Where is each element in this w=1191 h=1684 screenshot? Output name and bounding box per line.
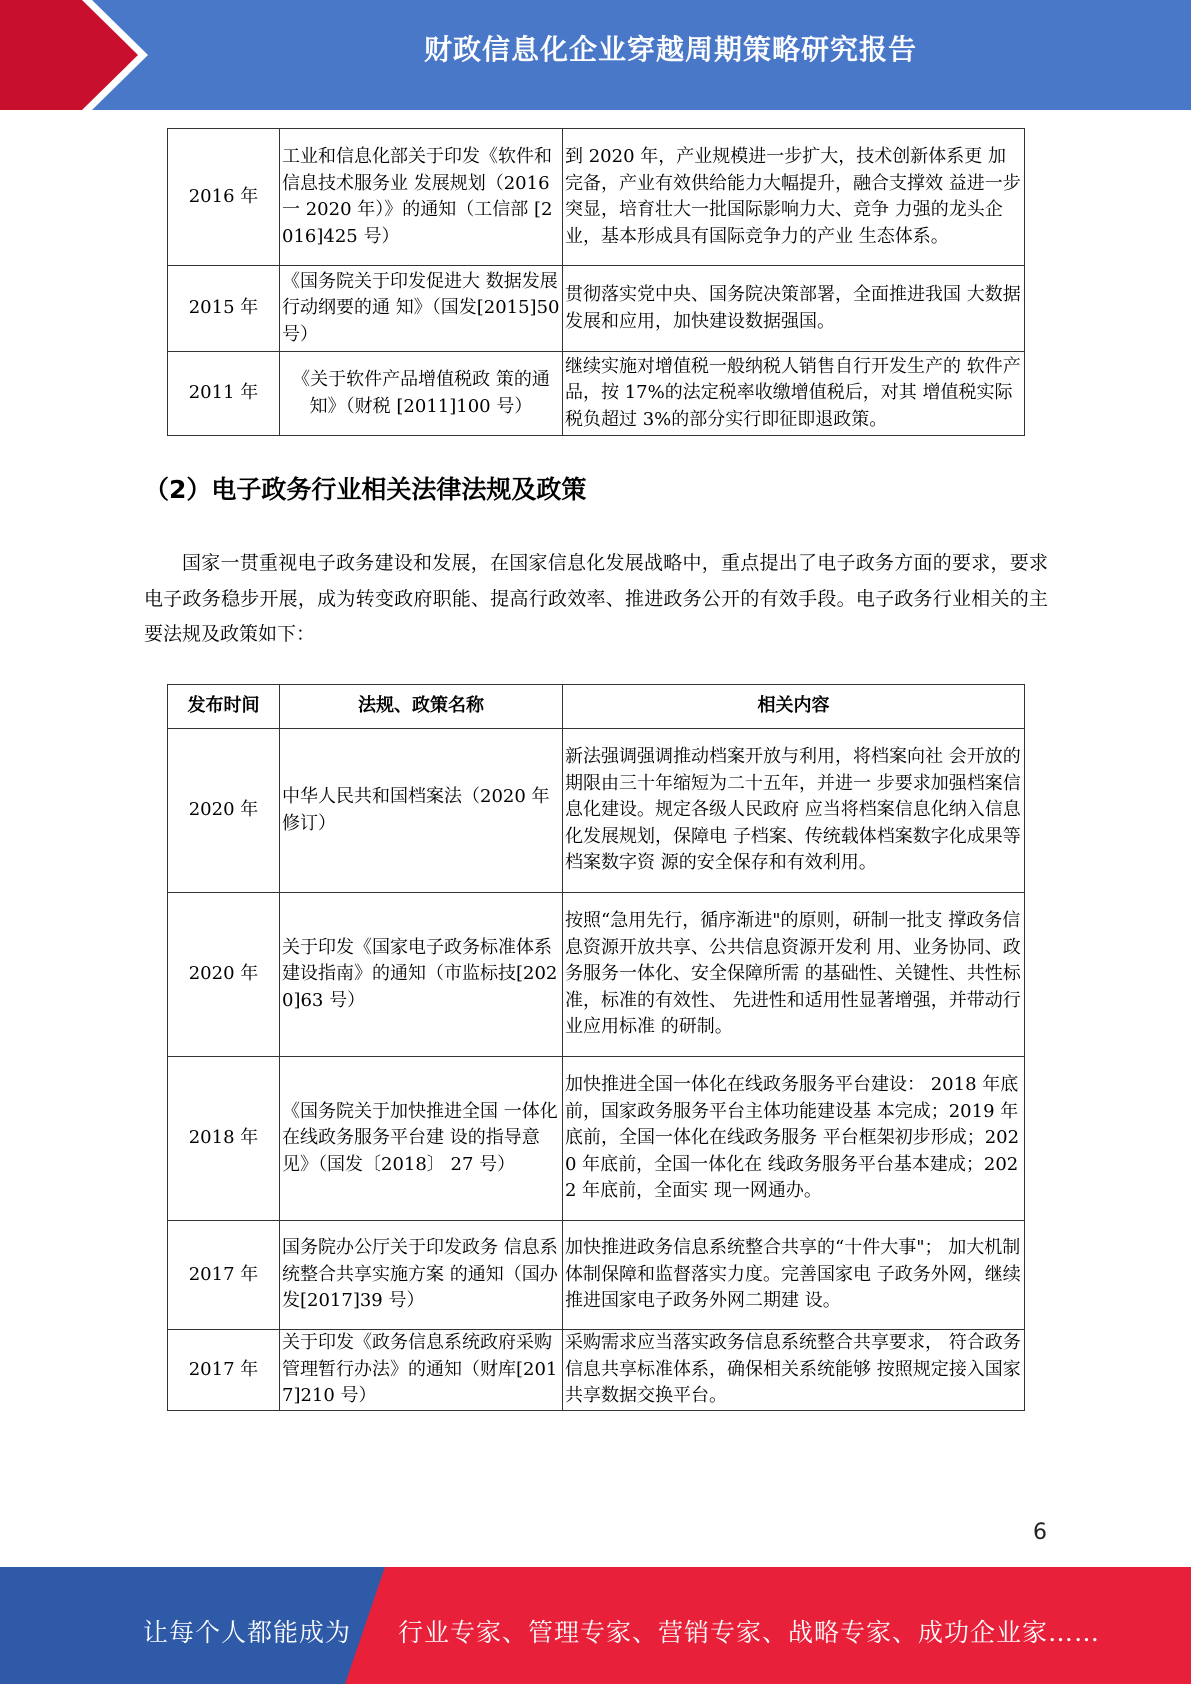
policy-content-cell: 继续实施对增值税一般纳税人销售自行开发生产的 软件产品，按 17%的法定税率收缴增值税后，对其 增值税实际税负超过 3%的部分实行即征即退政策。: [563, 352, 1025, 436]
year-cell: 2018 年: [168, 1057, 280, 1221]
policy-name-cell: 国务院办公厅关于印发政务 信息系统整合共享实施方案 的通知（国办发[2017]39 号）: [280, 1221, 563, 1330]
table-row: [168, 729, 1025, 893]
policy-content-cell: 按照“急用先行，循序渐进"的原则，研制一批支 撑政务信息资源开放共享、公共信息资源开发利 用、业务协同、政务服务一体化、安全保障所需 的基础性、关键性、共性标准，标准的有效性、 先进性和适用性显著增强，并带动行业应用标准 的研制。: [563, 893, 1025, 1057]
policy-name-cell: 工业和信息化部关于印发《软件和信息技术服务业 发展规划（2016 一 2020 年）》的通知（工信部 [2016]425 号）: [280, 129, 563, 266]
policy-table-continued: [167, 128, 1025, 436]
policy-name-cell: 《国务院关于印发促进大 数据发展行动纲要的通 知》（国发[2015]50 号）: [280, 266, 563, 352]
table-header-row: [168, 685, 1025, 729]
table-row: [168, 1057, 1025, 1221]
policy-content-cell: 采购需求应当落实政务信息系统整合共享要求， 符合政务信息共享标准体系，确保相关系统能够 按照规定接入国家共享数据交换平台。: [563, 1330, 1025, 1411]
table-row: [168, 1330, 1025, 1411]
page-footer: [0, 1567, 1191, 1684]
page-number: 6: [1033, 1520, 1047, 1545]
policy-name-cell: 《国务院关于加快推进全国 一体化在线政务服务平台建 设的指导意见》（国发〔2018〕 27 号）: [280, 1057, 563, 1221]
policy-name-cell: 中华人民共和国档案法（2020 年修订）: [280, 729, 563, 893]
header-name: 法规、政策名称: [280, 685, 563, 729]
policy-content-cell: 加快推进政务信息系统整合共享的“十件大事"； 加大机制体制保障和监督落实力度。完善国家电 子政务外网，继续推进国家电子政务外网二期建 设。: [563, 1221, 1025, 1330]
table-row: [168, 266, 1025, 352]
e-government-policy-table: [167, 684, 1025, 1411]
page-header: [0, 0, 1191, 110]
policy-content-cell: 贯彻落实党中央、国务院决策部署，全面推进我国 大数据发展和应用，加快建设数据强国。: [563, 266, 1025, 352]
table-row: [168, 352, 1025, 436]
section-title: （2）电子政务行业相关法律法规及政策: [144, 475, 587, 504]
policy-content-cell: 新法强调强调推动档案开放与利用，将档案向社 会开放的期限由三十年缩短为二十五年，并进一 步要求加强档案信息化建设。规定各级人民政府 应当将档案信息化纳入信息化发展规划，保障电 子档案、传统载体档案数字化成果等档案数字资 源的安全保存和有效利用。: [563, 729, 1025, 893]
table-row: [168, 893, 1025, 1057]
year-cell: 2020 年: [168, 729, 280, 893]
table-row: [168, 1221, 1025, 1330]
year-cell: 2015 年: [168, 266, 280, 352]
year-cell: 2017 年: [168, 1330, 280, 1411]
policy-name-cell: 《关于软件产品增值税政 策的通知》（财税 [2011]100 号）: [280, 352, 563, 436]
header-year: 发布时间: [168, 685, 280, 729]
year-cell: 2017 年: [168, 1221, 280, 1330]
header-content: 相关内容: [563, 685, 1025, 729]
policy-content-cell: 到 2020 年，产业规模进一步扩大，技术创新体系更 加完备，产业有效供给能力大幅提升，融合支撑效 益进一步突显，培育壮大一批国际影响力大、竞争 力强的龙头企业，基本形成具有国际竞争力的产业 生态体系。: [563, 129, 1025, 266]
policy-content-cell: 加快推进全国一体化在线政务服务平台建设： 2018 年底前，国家政务服务平台主体功能建设基 本完成；2019 年底前，全国一体化在线政务服务 平台框架初步形成；2020 年底前，全国一体化在 线政务服务平台基本建成；2022 年底前，全面实 现一网通办。: [563, 1057, 1025, 1221]
table-row: [168, 129, 1025, 266]
intro-paragraph: 国家一贯重视电子政务建设和发展，在国家信息化发展战略中，重点提出了电子政务方面的要求，要求电子政务稳步开展，成为转变政府职能、提高行政效率、推进政务公开的有效手段。电子政务行业相关的主要法规及政策如下：: [144, 552, 1048, 645]
policy-name-cell: 关于印发《政务信息系统政府采购管理暂行办法》的通知（财库[2017]210 号）: [280, 1330, 563, 1411]
year-cell: 2016 年: [168, 129, 280, 266]
header-title: 财政信息化企业穿越周期策略研究报告: [423, 33, 917, 66]
footer-slogan-right: 行业专家、管理专家、营销专家、战略专家、成功企业家……: [398, 1618, 1101, 1647]
footer-slogan-left: 让每个人都能成为: [143, 1618, 352, 1647]
year-cell: 2020 年: [168, 893, 280, 1057]
year-cell: 2011 年: [168, 352, 280, 436]
policy-name-cell: 关于印发《国家电子政务标准体系建设指南》的通知（市监标技[2020]63 号）: [280, 893, 563, 1057]
